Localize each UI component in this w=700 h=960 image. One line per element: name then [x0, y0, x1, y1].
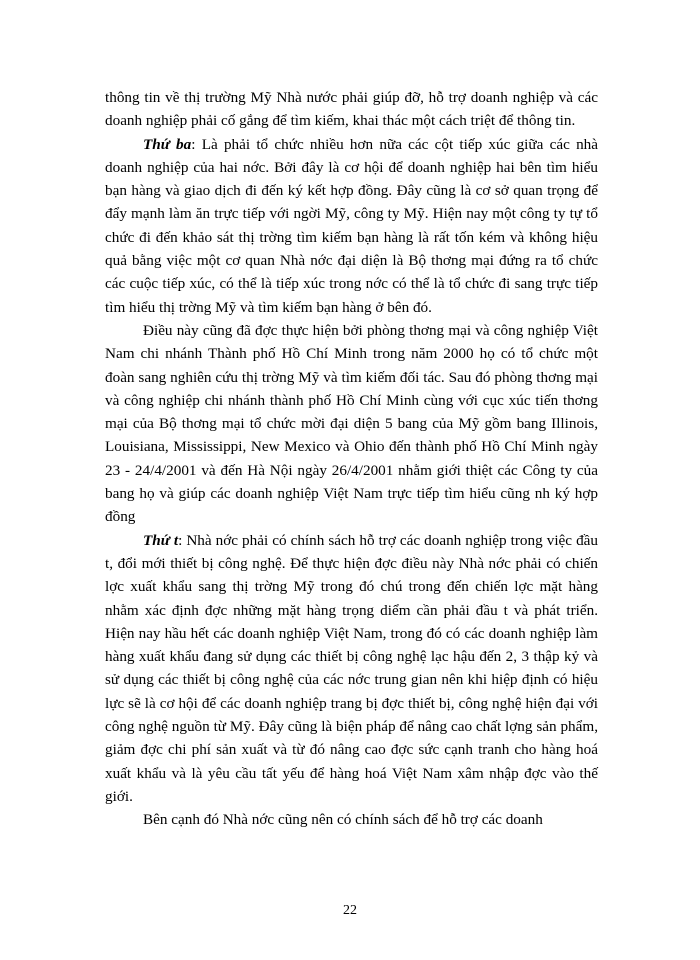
- paragraph-thu-ba: [105, 133, 598, 319]
- paragraph-thu-tu: [105, 529, 598, 809]
- document-body: [105, 86, 598, 832]
- paragraph-text: Bên cạnh đó Nhà nớc cũng nên có chính sách để hỗ trợ các doanh: [143, 811, 543, 829]
- paragraph-text: : Là phải tổ chức nhiều hơn nữa các cột tiếp xúc giữa các nhà doanh nghiệp của hai nớc. Bởi đây là cơ hội để doanh nghiệp hai bên tìm hiểu bạn hàng và giao dịch đi đến ký kết hợp đồng. Đây cũng là cơ sở quan trọng để đẩy mạnh làm ăn trực tiếp với ngời Mỹ, công ty Mỹ. Hiện nay một công ty tự tổ chức đi đến khảo sát thị trờng tìm kiếm bạn hàng là rất tốn kém và không hiệu quả bằng việc một cơ quan Nhà nớc đại diện là Bộ thơng mại đứng ra tổ chức các cuộc tiếp xúc, có thể là tiếp xúc trong nớc có thể là tổ chức đi sang trực tiếp tìm hiểu thị trờng Mỹ và tìm kiếm bạn hàng ở bên đó.: [105, 135, 598, 316]
- paragraph-ben-canh: [105, 808, 598, 831]
- paragraph-text: thông tin về thị trường Mỹ Nhà nước phải giúp đỡ, hỗ trợ doanh nghiệp và các doanh nghiệp phải cố gắng để tìm kiếm, khai thác một cách triệt để thông tin.: [105, 89, 598, 130]
- paragraph-lead: Thứ ba: [143, 135, 192, 153]
- paragraph-continuation: [105, 86, 598, 133]
- paragraph-text: : Nhà nớc phải có chính sách hỗ trợ các doanh nghiệp trong việc đầu t, đổi mới thiết bị công nghệ. Để thực hiện đợc điều này Nhà nớc phải có chiến lợc xuất khẩu sang thị trờng Mỹ trong đó chú trong đến chiến lợc mặt hàng nhằm xác định đợc những mặt hàng trọng diểm cần phải đầu t và phát triển. Hiện nay hầu hết các doanh nghiệp Việt Nam, trong đó có các doanh nghiệp làm hàng xuất khẩu đang sử dụng các thiết bị công nghệ lạc hậu đến 2, 3 thập kỷ và sử dụng các thiết bị công nghệ của các nớc trung gian nên khi hiệp định có hiệu lực sẽ là cơ hội để các doanh nghiệp trang bị đợc thiết bị, công nghệ hiện đại với công nghệ nguồn từ Mỹ. Đây cũng là biện pháp để nâng cao chất lợng sản phẩm, giảm đợc chi phí sản xuất và từ đó nâng cao đợc sức cạnh tranh cho hàng hoá xuất khẩu và là yêu cầu tất yếu để hàng hoá Việt Nam xâm nhập đợc vào thế giới.: [105, 531, 598, 805]
- page-number: 22: [343, 903, 357, 918]
- paragraph-text: Điều này cũng đã đợc thực hiện bởi phòng thơng mại và công nghiệp Việt Nam chi nhánh Thành phố Hồ Chí Minh trong năm 2000 họ có tổ chức một đoàn sang nghiên cứu thị trờng Mỹ và tìm kiếm đối tác. Sau đó phòng thơng mại và công nghiệp chi nhánh thành phố Hồ Chí Minh cùng với cục xúc tiến thơng mại của Bộ thơng mại tổ chức mời đại diện 5 bang của Mỹ gồm bang Illinois, Louisiana, Mississippi, New Mexico và Ohio đến thành phố Hồ Chí Minh ngày 23 - 24/4/2001 và đến Hà Nội ngày 26/4/2001 nhằm giới thiệt các Công ty của bang họ và giúp các doanh nghiệp Việt Nam trực tiếp tìm hiểu cũng nh ký hợp đồng: [105, 321, 598, 526]
- paragraph-dieu-nay: [105, 319, 598, 529]
- paragraph-lead: Thứ t: [143, 531, 179, 549]
